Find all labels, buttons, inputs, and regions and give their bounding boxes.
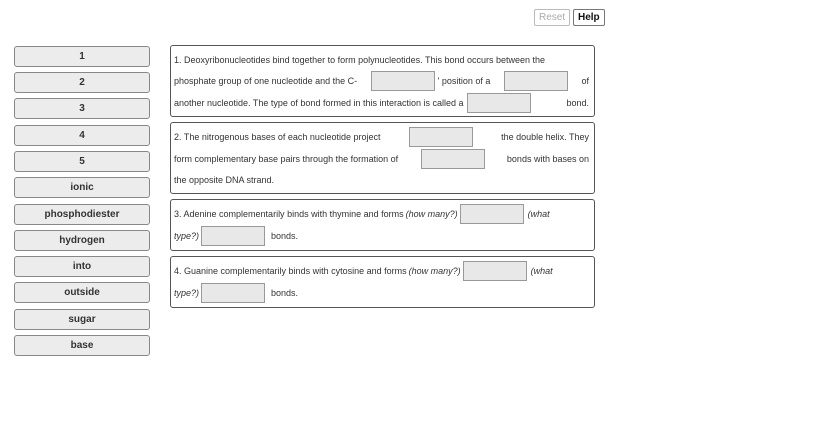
- question-2-text: 2. The nitrogenous bases of each nucleotide project: [174, 132, 381, 142]
- q1-drop-slot-bond-type[interactable]: [467, 93, 531, 113]
- answer-chip-4[interactable]: 4: [14, 125, 150, 146]
- question-2-text: bonds with bases on: [506, 154, 589, 164]
- question-2-line-2: [174, 148, 589, 170]
- question-3-type: type?): [174, 231, 200, 241]
- question-3-text: 3. Adenine complementarily binds with thymine and forms: [174, 209, 404, 219]
- question-3-line-2: [174, 225, 589, 247]
- answer-chip-outside[interactable]: outside: [14, 282, 150, 303]
- answer-chip-3[interactable]: 3: [14, 98, 150, 119]
- q4-drop-slot-bond-type[interactable]: [201, 283, 265, 303]
- q4-drop-slot-count[interactable]: [463, 261, 527, 281]
- q1-drop-slot-molecule[interactable]: [504, 71, 568, 91]
- q2-drop-slot-bond-type[interactable]: [421, 149, 485, 169]
- question-1-line-2: [174, 70, 589, 92]
- question-3-box: [170, 199, 595, 251]
- question-2-box: [170, 122, 595, 194]
- help-button[interactable]: Help: [573, 9, 605, 26]
- question-1-text: phosphate group of one nucleotide and the C-: [174, 76, 358, 86]
- q1-drop-slot-carbon[interactable]: [371, 71, 435, 91]
- question-2-text: the double helix. They: [501, 132, 589, 142]
- question-3-line-1: [174, 203, 589, 225]
- question-4-line-2: [174, 282, 589, 304]
- question-2-line-3: the opposite DNA strand.: [174, 175, 275, 185]
- question-1-text: of: [581, 76, 589, 86]
- question-4-text: 4. Guanine complementarily binds with cytosine and forms: [174, 266, 407, 276]
- question-1-text: another nucleotide. The type of bond formed in this interaction is called a: [174, 98, 464, 108]
- question-4-how-many: (how many?): [408, 266, 461, 276]
- answer-chip-phosphodiester[interactable]: phosphodiester: [14, 204, 150, 225]
- answer-chip-1[interactable]: 1: [14, 46, 150, 67]
- question-3-bonds: bonds.: [271, 231, 299, 241]
- question-2-line-1: [174, 126, 589, 148]
- question-4-type: type?): [174, 288, 200, 298]
- question-4-line-1: [174, 260, 589, 282]
- question-4-box: [170, 256, 595, 308]
- question-1-text: ' position of a: [437, 76, 491, 86]
- question-4-what: (what: [530, 266, 553, 276]
- answer-chip-sugar[interactable]: sugar: [14, 309, 150, 330]
- question-3-how-many: (how many?): [405, 209, 458, 219]
- answer-chip-2[interactable]: 2: [14, 72, 150, 93]
- question-4-bonds: bonds.: [271, 288, 299, 298]
- q2-drop-slot-direction[interactable]: [409, 127, 473, 147]
- answer-chip-into[interactable]: into: [14, 256, 150, 277]
- q3-drop-slot-count[interactable]: [460, 204, 524, 224]
- q3-drop-slot-bond-type[interactable]: [201, 226, 265, 246]
- question-1-line-1: 1. Deoxyribonucleotides bind together to form polynucleotides. This bond occurs between the: [174, 55, 546, 65]
- question-2-text: form complementary base pairs through the formation of: [174, 154, 399, 164]
- answer-chip-ionic[interactable]: ionic: [14, 177, 150, 198]
- question-1-line-3: [174, 92, 589, 114]
- answer-chip-base[interactable]: base: [14, 335, 150, 356]
- question-1-text: bond.: [566, 98, 589, 108]
- answer-chip-hydrogen[interactable]: hydrogen: [14, 230, 150, 251]
- reset-button[interactable]: Reset: [534, 9, 570, 26]
- question-3-what: (what: [527, 209, 550, 219]
- question-1-box: [170, 45, 595, 117]
- answer-chip-5[interactable]: 5: [14, 151, 150, 172]
